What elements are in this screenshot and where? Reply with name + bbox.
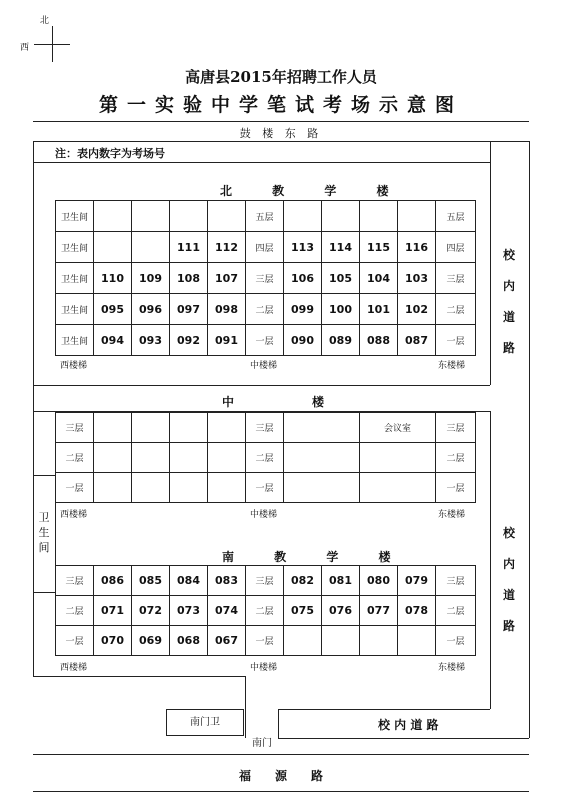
campus-left-wall-lower	[33, 592, 34, 676]
exam-room-cell: 110	[94, 263, 132, 294]
inner-road-char: 道	[502, 588, 515, 602]
exam-room-cell: 086	[94, 566, 132, 596]
bottom-road-label: 福 源 路	[238, 769, 323, 783]
exam-room-cell: 087	[398, 325, 436, 356]
exam-room-cell: 068	[170, 626, 208, 656]
exam-room-cell: 115	[360, 232, 398, 263]
empty-cell	[398, 201, 436, 232]
label-cell: 三层	[56, 566, 94, 596]
note-right-border	[490, 141, 491, 162]
restroom-top-border	[33, 475, 55, 476]
label-cell: 会议室	[360, 413, 436, 443]
label-cell: 二层	[436, 443, 476, 473]
empty-cell	[208, 473, 246, 503]
label-cell: 二层	[56, 443, 94, 473]
campus-right-wall	[529, 141, 530, 738]
south_building-row	[56, 596, 476, 626]
label-cell: 三层	[246, 413, 284, 443]
empty-cell	[208, 443, 246, 473]
south-west-stairs: 西楼梯	[60, 663, 88, 673]
exam-room-cell: 082	[284, 566, 322, 596]
empty-cell	[94, 413, 132, 443]
exam-room-cell: 078	[398, 596, 436, 626]
exam-room-cell: 085	[132, 566, 170, 596]
bottom-road-line-lower	[33, 791, 529, 792]
exam-room-cell: 111	[170, 232, 208, 263]
restroom-char: 间	[38, 541, 50, 554]
bottom-road-line-upper	[33, 754, 529, 755]
empty-cell	[132, 413, 170, 443]
restroom-bottom-border	[33, 592, 55, 593]
exam-room-cell: 108	[170, 263, 208, 294]
inner-road-char: 内	[502, 279, 515, 293]
empty-cell	[132, 443, 170, 473]
label-cell: 一层	[436, 626, 476, 656]
exam-room-cell: 109	[132, 263, 170, 294]
label-cell: 三层	[246, 566, 284, 596]
exam-room-cell: 083	[208, 566, 246, 596]
exam-room-cell: 079	[398, 566, 436, 596]
label-cell: 卫生间	[56, 294, 94, 325]
label-cell: 三层	[246, 263, 284, 294]
exam-room-cell: 113	[284, 232, 322, 263]
inner-road-char: 路	[502, 619, 515, 633]
middle-building-title: 中 楼	[222, 395, 343, 409]
empty-cell	[360, 443, 436, 473]
restroom-char: 生	[38, 526, 50, 539]
label-cell: 三层	[436, 413, 476, 443]
north_building-row	[56, 325, 476, 356]
exam-room-cell: 107	[208, 263, 246, 294]
south-middle-stairs: 中楼梯	[250, 663, 278, 673]
exam-room-cell: 104	[360, 263, 398, 294]
inner-road-bottom-top	[278, 709, 490, 710]
exam-room-cell: 099	[284, 294, 322, 325]
label-cell: 二层	[246, 294, 284, 325]
exam-room-cell: 106	[284, 263, 322, 294]
top-road-label: 鼓 楼 东 路	[239, 127, 323, 140]
empty-cell	[208, 201, 246, 232]
label-cell: 三层	[56, 413, 94, 443]
middle-east-stairs: 东楼梯	[438, 510, 466, 520]
label-cell: 二层	[246, 443, 284, 473]
exam-room-cell: 067	[208, 626, 246, 656]
exam-room-cell: 084	[170, 566, 208, 596]
top-road-line-lower	[33, 141, 529, 142]
north-building-title: 北 教 学 楼	[220, 184, 407, 198]
gate-left-post	[245, 676, 246, 738]
exam-room-cell: 075	[284, 596, 322, 626]
empty-cell	[398, 626, 436, 656]
label-cell: 二层	[56, 596, 94, 626]
label-cell: 卫生间	[56, 325, 94, 356]
inner-road-bottom-label: 校 内 道 路	[378, 718, 439, 732]
label-cell: 四层	[246, 232, 284, 263]
exam-room-cell: 090	[284, 325, 322, 356]
exam-room-cell: 076	[322, 596, 360, 626]
note-bottom-border	[33, 162, 490, 163]
label-cell: 二层	[436, 294, 476, 325]
restroom-char: 卫	[38, 511, 50, 524]
note-text: 注：表内数字为考场号	[55, 147, 165, 160]
top-road-line-upper	[33, 121, 529, 122]
label-cell: 一层	[436, 325, 476, 356]
label-cell: 一层	[436, 473, 476, 503]
label-cell: 五层	[246, 201, 284, 232]
inner-road-bottom-bottom	[278, 738, 529, 739]
exam-room-cell: 074	[208, 596, 246, 626]
label-cell: 三层	[436, 566, 476, 596]
exam-room-cell: 072	[132, 596, 170, 626]
exam-room-cell: 080	[360, 566, 398, 596]
label-cell: 一层	[56, 626, 94, 656]
compass-west-label: 西	[20, 43, 30, 53]
north-east-stairs: 东楼梯	[438, 361, 466, 371]
restroom-side-label	[37, 510, 51, 555]
empty-cell	[322, 201, 360, 232]
empty-cell	[94, 473, 132, 503]
title-line-2: 第一实验中学笔试考场示意图	[98, 94, 463, 116]
north_building-row	[56, 263, 476, 294]
empty-cell	[284, 443, 360, 473]
empty-cell	[170, 201, 208, 232]
exam-room-cell: 112	[208, 232, 246, 263]
exam-room-cell: 101	[360, 294, 398, 325]
exam-room-cell: 091	[208, 325, 246, 356]
label-cell: 卫生间	[56, 201, 94, 232]
south_building-row	[56, 566, 476, 596]
north_building-row	[56, 201, 476, 232]
label-cell: 一层	[56, 473, 94, 503]
empty-cell	[360, 473, 436, 503]
compass-north-label: 北	[40, 16, 50, 26]
inner-road-char: 路	[502, 341, 515, 355]
empty-cell	[132, 232, 170, 263]
south-east-stairs: 东楼梯	[438, 663, 466, 673]
empty-cell	[322, 626, 360, 656]
north_building-row	[56, 294, 476, 325]
empty-cell	[170, 413, 208, 443]
inner-road-right-border-lower	[490, 411, 491, 709]
compass-vertical-line	[52, 26, 53, 62]
exam-room-cell: 102	[398, 294, 436, 325]
empty-cell	[132, 473, 170, 503]
gate-right-post	[278, 709, 279, 738]
exam-room-cell: 069	[132, 626, 170, 656]
south_building-row	[56, 626, 476, 656]
label-cell: 一层	[246, 473, 284, 503]
north-middle-stairs: 中楼梯	[250, 361, 278, 371]
inner-road-right-upper	[501, 240, 517, 364]
label-cell: 四层	[436, 232, 476, 263]
south-building-title: 南 教 学 楼	[222, 550, 409, 564]
gate-guard-box	[166, 709, 244, 736]
inner-road-char: 校	[502, 526, 515, 540]
restroom-left-border	[33, 475, 34, 592]
north_building-row	[56, 232, 476, 263]
empty-cell	[94, 232, 132, 263]
empty-cell	[284, 201, 322, 232]
exam-room-cell: 116	[398, 232, 436, 263]
exam-room-cell: 081	[322, 566, 360, 596]
empty-cell	[170, 443, 208, 473]
middle-road-line-top	[33, 385, 490, 386]
inner-road-char: 内	[502, 557, 515, 571]
empty-cell	[284, 626, 322, 656]
title-line-1: 高唐县2015年招聘工作人员	[185, 68, 377, 86]
exam-room-cell: 088	[360, 325, 398, 356]
exam-room-cell: 070	[94, 626, 132, 656]
label-cell: 五层	[436, 201, 476, 232]
empty-cell	[360, 626, 398, 656]
label-cell: 一层	[246, 626, 284, 656]
label-cell: 二层	[436, 596, 476, 626]
middle-middle-stairs: 中楼梯	[250, 510, 278, 520]
empty-cell	[360, 201, 398, 232]
middle-west-stairs: 西楼梯	[60, 510, 88, 520]
middle_building-row	[56, 443, 476, 473]
empty-cell	[170, 473, 208, 503]
empty-cell	[284, 473, 360, 503]
middle_building-row	[56, 413, 476, 443]
label-cell: 一层	[246, 325, 284, 356]
empty-cell	[284, 413, 360, 443]
exam-room-cell: 089	[322, 325, 360, 356]
exam-room-cell: 073	[170, 596, 208, 626]
exam-room-cell: 071	[94, 596, 132, 626]
exam-room-cell: 095	[94, 294, 132, 325]
exam-room-cell: 114	[322, 232, 360, 263]
exam-room-cell: 097	[170, 294, 208, 325]
inner-road-char: 道	[502, 310, 515, 324]
south-building-grid	[55, 565, 476, 656]
middle_building-row	[56, 473, 476, 503]
north-west-stairs: 西楼梯	[60, 361, 88, 371]
exam-room-cell: 096	[132, 294, 170, 325]
campus-left-wall	[33, 162, 34, 475]
exam-room-cell: 092	[170, 325, 208, 356]
empty-cell	[94, 443, 132, 473]
exam-room-cell: 098	[208, 294, 246, 325]
inner-road-char: 校	[502, 248, 515, 262]
label-cell: 卫生间	[56, 232, 94, 263]
inner-road-right-lower	[501, 518, 517, 642]
exam-room-cell: 093	[132, 325, 170, 356]
south-gate-label: 南门	[252, 738, 272, 749]
gate-guard-label: 南门卫	[190, 717, 220, 728]
empty-cell	[208, 413, 246, 443]
label-cell: 三层	[436, 263, 476, 294]
note-left-border	[33, 141, 34, 162]
empty-cell	[132, 201, 170, 232]
campus-bottom-left-wall	[33, 676, 245, 677]
empty-cell	[94, 201, 132, 232]
exam-room-cell: 100	[322, 294, 360, 325]
exam-room-cell: 077	[360, 596, 398, 626]
exam-room-cell: 105	[322, 263, 360, 294]
exam-room-cell: 103	[398, 263, 436, 294]
exam-room-cell: 094	[94, 325, 132, 356]
north-building-grid	[55, 200, 476, 356]
inner-road-right-border	[490, 162, 491, 385]
label-cell: 二层	[246, 596, 284, 626]
middle-building-grid	[55, 412, 476, 503]
label-cell: 卫生间	[56, 263, 94, 294]
